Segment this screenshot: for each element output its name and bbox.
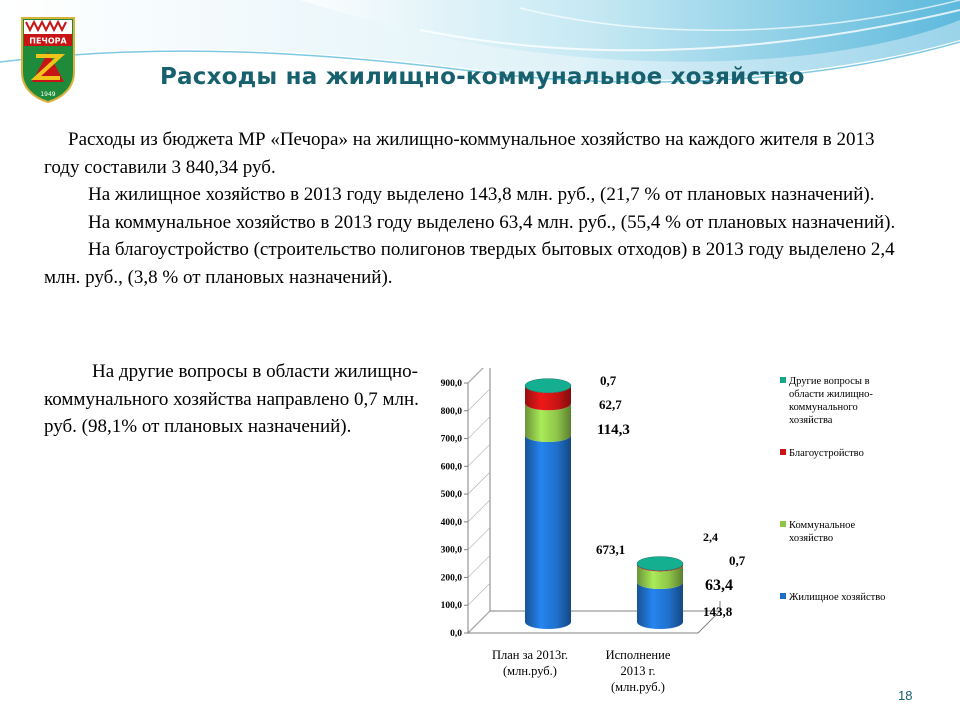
legend-swatch-housing <box>780 593 786 599</box>
paragraph-improvement: На благоустройство (строительство полигонов твердых бытовых отходов) в 2013 году выделено 2,4 млн. руб., (3,8 % от плановых назначений). <box>44 239 895 288</box>
y-tick-label: 300,0 <box>440 545 462 556</box>
svg-text:1949: 1949 <box>40 91 56 98</box>
data-label-other: 0,7 <box>729 553 746 568</box>
legend-label: коммунального <box>789 402 858 413</box>
legend-label: Другие вопросы в <box>789 376 870 387</box>
slide-title: Расходы на жилищно-коммунальное хозяйство <box>160 64 805 90</box>
legend-swatch-communal <box>780 521 786 527</box>
paragraph-housing: На жилищное хозяйство в 2013 году выделено 143,8 млн. руб., (21,7 % от плановых назначений). <box>88 184 875 205</box>
bar-segment-housing <box>637 582 683 629</box>
y-tick-label: 400,0 <box>440 517 462 528</box>
bar-top-cap <box>525 379 571 393</box>
data-label-housing: 143,8 <box>703 604 733 619</box>
paragraph-per-capita: Расходы из бюджета МР «Печора» на жилищно-коммунальное хозяйство на каждого жителя в 2013 году составили 3 840,34 руб. <box>44 129 875 178</box>
legend-label: Коммунальное <box>789 520 856 531</box>
paragraph-other-text: На другие вопросы в области жилищно-коммунального хозяйства направлено 0,7 млн. руб. (98,1% от плановых назначений). <box>44 361 419 437</box>
y-tick-label: 500,0 <box>440 490 462 501</box>
y-tick-label: 800,0 <box>440 406 462 417</box>
category-label: План за 2013г. <box>491 648 569 662</box>
y-tick-label: 0,0 <box>450 629 462 639</box>
category-label: (млн.руб.) <box>503 664 557 678</box>
legend-label: Жилищное хозяйство <box>789 592 886 603</box>
page-number: 18 <box>898 688 913 703</box>
y-tick-label: 100,0 <box>440 601 462 612</box>
category-label: (млн.руб.) <box>611 680 665 694</box>
data-label-other: 0,7 <box>600 373 617 388</box>
data-label-housing: 673,1 <box>596 542 626 557</box>
legend-label: хозяйство <box>789 533 834 544</box>
category-label: 2013 г. <box>620 664 656 678</box>
category-label: Исполнение <box>605 648 671 662</box>
svg-text:ПЕЧОРА: ПЕЧОРА <box>29 36 67 46</box>
bar-segment-housing <box>525 435 571 629</box>
y-tick-label: 900,0 <box>440 379 462 389</box>
legend-swatch-improvement <box>780 449 786 455</box>
data-label-communal: 114,3 <box>597 422 630 438</box>
data-label-improvement: 2,4 <box>703 530 718 544</box>
y-tick-label: 200,0 <box>440 573 462 584</box>
data-label-improvement: 62,7 <box>599 397 622 412</box>
legend-label: хозяйства <box>789 415 833 426</box>
data-label-communal: 63,4 <box>705 577 733 594</box>
paragraph-other <box>44 358 424 441</box>
legend-swatch-other <box>780 377 786 383</box>
y-tick-label: 600,0 <box>440 462 462 473</box>
legend-label: области жилищно- <box>789 389 873 400</box>
paragraph-communal: На коммунальное хозяйство в 2013 году выделено 63,4 млн. руб., (55,4 % от плановых назначений). <box>88 211 896 233</box>
y-tick-label: 700,0 <box>440 434 462 445</box>
body-text <box>44 126 904 291</box>
pechora-coat-of-arms-logo <box>18 12 78 104</box>
bar-top-cap <box>637 557 683 571</box>
expenses-stacked-cylinder-chart <box>420 368 940 708</box>
legend-label: Благоустройство <box>789 448 864 459</box>
